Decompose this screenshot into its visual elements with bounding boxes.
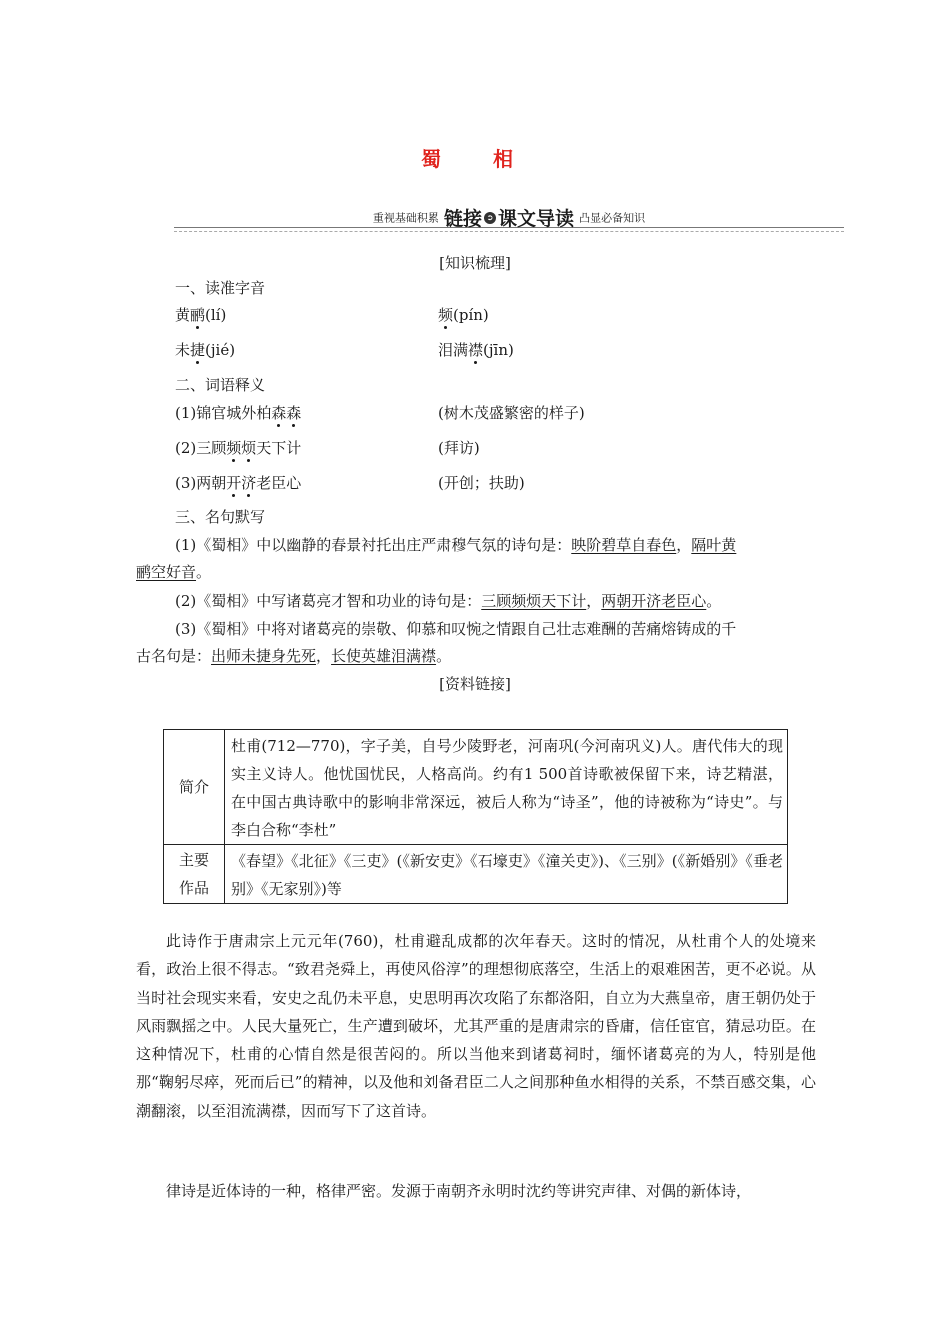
section1-title: 一、读准字音 — [175, 279, 266, 297]
banner-right-text: 凸显必备知识 — [579, 211, 646, 225]
table-row — [164, 845, 788, 904]
answer-underline: 鹂空好音 — [136, 563, 197, 581]
pronunciation-item: 泪满襟(jīn) — [438, 341, 514, 359]
answer-underline: 隔叶黄 — [691, 536, 737, 554]
pronunciation-item: 黄鹂(lí) — [175, 306, 227, 324]
vocab-meaning: (拜访) — [438, 439, 480, 457]
answer-underline: 映阶碧草自春色 — [571, 536, 677, 554]
table-cell: 《春望》《北征》《三吏》(《新安吏》《石壕吏》《潼关吏》)、《三别》(《新婚别》《垂老别》《无家别》)等 — [225, 845, 788, 904]
page-title: 蜀 相 — [421, 147, 529, 171]
answer-underline: 三顾频烦天下计 — [481, 592, 587, 610]
banner-main-text: 链接 — [443, 208, 482, 230]
quote-question-2: (2)《蜀相》中写诸葛亮才智和功业的诗句是：三顾频烦天下计，两朝开济老臣心。 — [175, 592, 722, 610]
author-info-table — [163, 729, 788, 904]
vocab-item: (3)两朝开济老臣心 — [175, 474, 302, 492]
table-row — [164, 730, 788, 845]
table-label: 主要 作品 — [164, 845, 225, 904]
knowledge-heading: [知识梳理] — [439, 254, 511, 272]
pronunciation-item: 频(pín) — [438, 306, 489, 324]
section2-title: 二、词语释义 — [175, 376, 266, 394]
quote-question-3-cont: 古名句是：出师未捷身先死，长使英雄泪满襟。 — [136, 647, 452, 665]
form-paragraph: 律诗是近体诗的一种，格律严密。发源于南朝齐永明时沈约等讲究声律、对偶的新体诗， — [166, 1182, 752, 1200]
quote-question-1: (1)《蜀相》中以幽静的春景衬托出庄严肃穆气氛的诗句是：映阶碧草自春色，隔叶黄 — [175, 536, 737, 554]
quote-question-1-cont: 鹂空好音。 — [136, 563, 212, 581]
table-label: 简介 — [164, 730, 225, 845]
section3-title: 三、名句默写 — [175, 508, 266, 526]
answer-underline: 出师未捷身先死 — [211, 647, 317, 665]
answer-underline: 长使英雄泪满襟 — [331, 647, 437, 665]
vocab-meaning: (树木茂盛繁密的样子) — [438, 404, 585, 422]
pronunciation-item: 未捷(jié) — [175, 341, 236, 359]
quote-question-3: (3)《蜀相》中将对诸葛亮的崇敬、仰慕和叹惋之情跟自己壮志难酬的苦痛熔铸成的千 — [175, 620, 737, 638]
resources-heading: [资料链接] — [439, 675, 511, 693]
section-banner — [174, 202, 844, 234]
vocab-item: (1)锦官城外柏森森 — [175, 404, 302, 422]
table-cell: 杜甫(712—770)，字子美，自号少陵野老，河南巩(今河南巩义)人。唐代伟大的现实主义诗人。他忧国忧民，人格高尚。约有1 500首诗歌被保留下来，诗艺精湛，在中国古典诗歌中的影响非常深远，被后人称为“诗圣”，他的诗被称为“诗史”。与李白合称“李杜” — [225, 730, 788, 845]
background-paragraph: 此诗作于唐肃宗上元元年(760)，杜甫避乱成都的次年春天。这时的情况，从杜甫个人的处境来看，政治上很不得志。“致君尧舜上，再使风俗淳”的理想彻底落空，生活上的艰难困苦，更不必说。从当时社会现实来看，安史之乱仍未平息，史思明再次攻陷了东都洛阳，自立为大燕皇帝，唐王朝仍处于风雨飘摇之中。人民大量死亡，生产遭到破坏，尤其严重的是唐肃宗的昏庸，信任宦官，猜忌功臣。在这种情况下，杜甫的心情自然是很苦闷的。所以当他来到诸葛祠时，缅怀诸葛亮的为人，特别是他那“鞠躬尽瘁，死而后已”的精神，以及他和刘备君臣二人之间那种鱼水相得的关系，不禁百感交集，心潮翻滚，以至泪流满襟，因而写下了这首诗。 — [136, 932, 816, 1120]
banner-left-text: 重视基础积累 — [372, 211, 439, 225]
arrow-icon: ➲ — [484, 212, 496, 224]
answer-underline: 两朝开济老臣心 — [601, 592, 707, 610]
vocab-item: (2)三顾频烦天下计 — [175, 439, 302, 457]
banner-main-text-2: 课文导读 — [498, 208, 575, 230]
vocab-meaning: (开创；扶助) — [438, 474, 525, 492]
